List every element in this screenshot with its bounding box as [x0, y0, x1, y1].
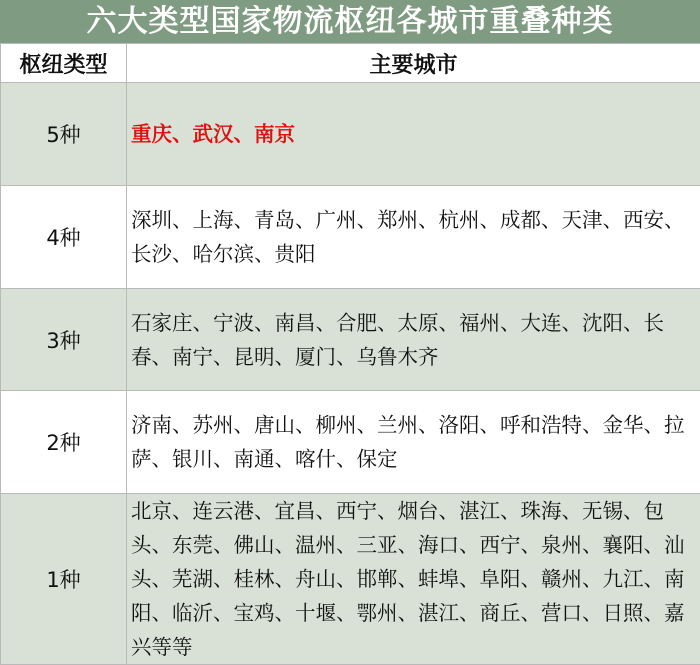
table-row-3-types	[1, 289, 700, 391]
hub-overlap-table	[0, 43, 700, 665]
hub-type-cell: 2种	[1, 391, 127, 494]
table-row-1-type	[1, 494, 700, 665]
hub-type-cell: 4种	[1, 186, 127, 289]
cities-cell: 深圳、上海、青岛、广州、郑州、杭州、成都、天津、西安、长沙、哈尔滨、贵阳	[127, 186, 700, 289]
cities-cell: 石家庄、宁波、南昌、合肥、太原、福州、大连、沈阳、长春、南宁、昆明、厦门、乌鲁木齐	[127, 289, 700, 391]
hub-type-cell: 1种	[1, 494, 127, 665]
hub-type-cell: 5种	[1, 83, 127, 186]
cities-cell: 济南、苏州、唐山、柳州、兰州、洛阳、呼和浩特、金华、拉萨、银川、南通、喀什、保定	[127, 391, 700, 494]
column-header-hub-type: 枢纽类型	[1, 44, 127, 83]
cities-cell: 重庆、武汉、南京	[127, 83, 700, 186]
cities-cell: 北京、连云港、宜昌、西宁、烟台、湛江、珠海、无锡、包头、东莞、佛山、温州、三亚、海口、西宁、泉州、襄阳、汕头、芜湖、桂林、舟山、邯郸、蚌埠、阜阳、赣州、九江、南阳、临沂、宝鸡、十堰、鄂州、湛江、商丘、营口、日照、嘉兴等等	[127, 494, 700, 665]
table-row-2-types	[1, 391, 700, 494]
column-header-main-cities: 主要城市	[127, 44, 700, 83]
table-header-row	[1, 44, 700, 83]
table-row-5-types	[1, 83, 700, 186]
table-row-4-types	[1, 186, 700, 289]
hub-type-cell: 3种	[1, 289, 127, 391]
page-title: 六大类型国家物流枢纽各城市重叠种类	[0, 0, 700, 43]
